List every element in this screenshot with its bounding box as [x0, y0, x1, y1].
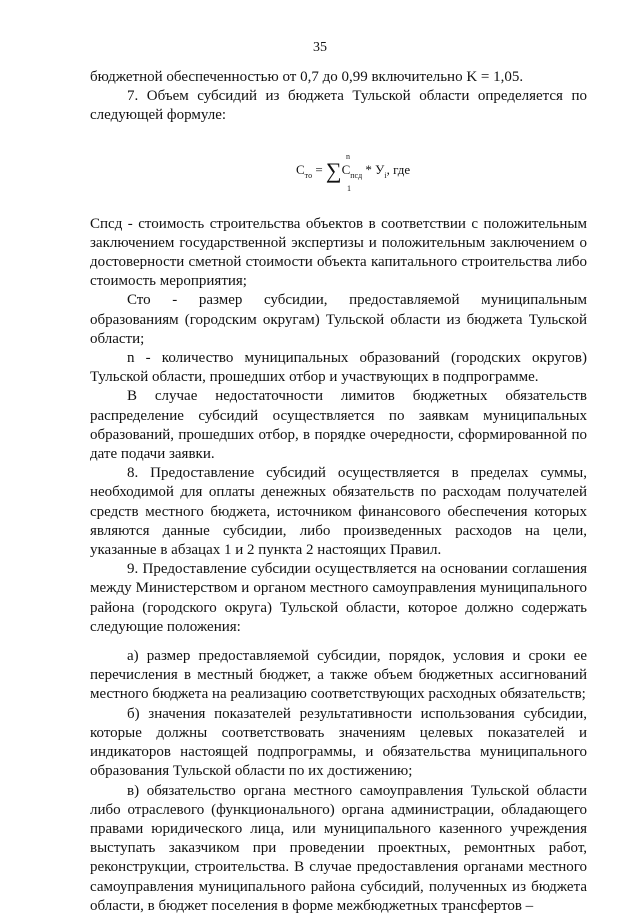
sum-sign: ∑ [325, 157, 342, 183]
paragraph: 9. Предоставление субсидии осуществляется на основании соглашения между Министерством и органом местного самоуправления муниципального района (городского округа) Тульской области, которое должно содержать следующие положения: [90, 561, 587, 635]
formula-suffix: , где [386, 161, 411, 177]
paragraph: бюджетной обеспеченностью от 0,7 до 0,99 включительно K = 1,05. [90, 69, 524, 85]
formula-factor-subscript: i [384, 170, 387, 180]
paragraph: в) обязательство органа местного самоуправления Тульской области либо отраслевого (функционального) органа администрации, обладающего правами юридического лица, или муниципального казенного учреждения выступать заказчиком при проведении проектных, ремонтных работ, реконструкции, строительства. В случае предоставления органами местного самоуправления муниципального района субсидий, полученных из бюджета области, в бюджет поселения в форме межбюджетных трансфертов – [90, 782, 587, 914]
sum-lower-limit: 1 [347, 183, 351, 193]
formula-term-subscript: псд [350, 170, 363, 180]
paragraph: а) размер предоставляемой субсидии, порядок, условия и сроки ее перечисления в местный бюджет, а также объем бюджетных ассигнований местного бюджета на реализацию соответствующих расходных обязательств; [90, 648, 587, 703]
formula-times: * [365, 161, 372, 177]
formula-lhs-subscript: то [304, 170, 313, 180]
document-body [90, 68, 587, 916]
paragraph: В случае недостаточности лимитов бюджетных обязательств распределение субсидий осуществляется по заявкам муниципальных образований, прошедших отбор, в порядке очередности, сформированной по дате подачи заявки. [90, 388, 587, 463]
paragraph: Сто - размер субсидии, предоставляемой муниципальным образованиям (городским округам) Тульской области из бюджета Тульской области; [90, 292, 587, 347]
paragraph: Спсд - стоимость строительства объектов в соответствии с положительным заключением государственной экспертизы и положительным заключением о достоверности сметной стоимости объекта капитального строительства либо стоимость мероприятия; [90, 215, 587, 290]
sum-upper-limit: n [346, 151, 350, 161]
formula-term: С [341, 161, 351, 177]
paragraph: n - количество муниципальных образований (городских округов) Тульской области, прошедших отбор и участвующих в подпрограмме. [90, 350, 587, 386]
formula [90, 147, 587, 193]
paragraph: 7. Объем субсидий из бюджета Тульской области определяется по следующей формуле: [90, 88, 587, 124]
paragraph: б) значения показателей результативности использования субсидии, которые должны соответствовать значениям целевых показателей и индикаторов настоящей подпрограммы, и обязательства муниципального образования Тульской области по их достижению; [90, 705, 587, 780]
formula-factor: У [375, 161, 385, 177]
formula-expression [296, 157, 411, 185]
paragraph: 8. Предоставление субсидий осуществляется в пределах суммы, необходимой для оплаты денежных обязательств по расходам получателей средств местного бюджета, источником финансового обеспечения которых являются данные субсидии, либо произведенных расходов на цели, указанные в абзацах 1 и 2 пункта 2 настоящих Правил. [90, 465, 587, 559]
formula-lhs: С [296, 161, 305, 177]
formula-equals: = [315, 161, 323, 177]
page-number: 35 [313, 40, 327, 55]
